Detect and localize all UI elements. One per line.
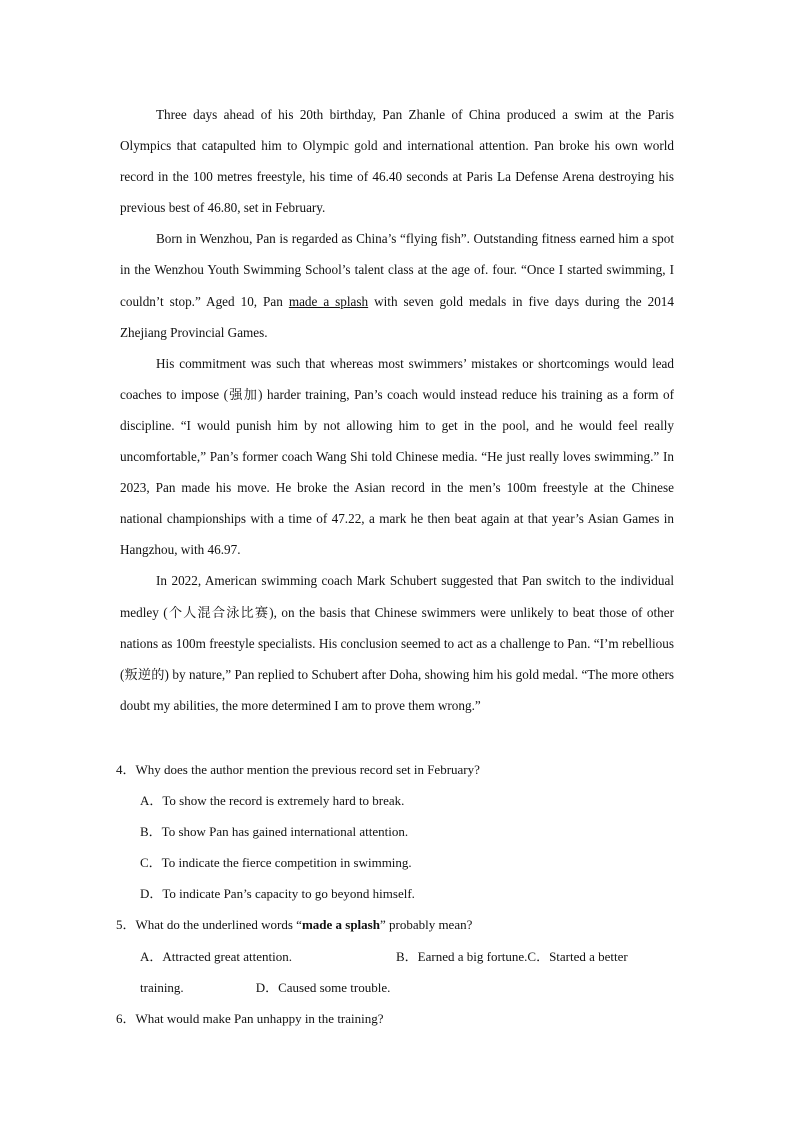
paragraph-1: Three days ahead of his 20th birthday, Pan Zhanle of China produced a swim at the Paris Olympics that catapulted him to Olympic gold and international attention. Pan broke his own world record in the 100 metres freestyle, his time of 46.40 seconds at Paris La Defense Arena destroying his previous best of 46.80, set in February.: [120, 107, 674, 216]
reading-passage: [120, 99, 674, 721]
question-4-option-c: C．To indicate the fierce competition in swimming.: [140, 855, 412, 871]
question-5-stem-a: 5．What do the underlined words “: [116, 917, 302, 933]
question-4-stem: 4．Why does the author mention the previous record set in February?: [116, 762, 480, 777]
question-5-option-b-c: B．Earned a big fortune.C．Started a better: [396, 948, 628, 964]
question-6-stem: 6．What would make Pan unhappy in the training?: [116, 1010, 384, 1026]
question-5-option-a: A．Attracted great attention.: [140, 948, 292, 964]
question-5-option-d: D．Caused some trouble.: [255, 979, 391, 995]
question-list: [116, 754, 676, 1034]
paragraph-2-text-b: with seven gold medals in five days during the 2014 Zhejiang Provincial Games.: [120, 293, 674, 340]
question-4-option-a: A．To show the record is extremely hard to break.: [140, 793, 405, 809]
paragraph-3: His commitment was such that whereas most swimmers’ mistakes or shortcomings would lead coaches to impose (强加) harder training, Pan’s coach would instead reduce his training as a form of discipline. “I would punish him by not allowing him to get in the pool, and he would feel really uncomfortable,” Pan’s former coach Wang Shi told Chinese media. “He just really loves swimming.” In 2023, Pan made his move. He broke the Asian record in the men’s 100m freestyle at the Chinese national championships with a time of 47.22, a mark he then beat again at that year’s Asian Games in Hangzhou, with 46.97.: [120, 355, 674, 558]
paragraph-2: [120, 223, 674, 347]
paragraph-2-text-a: Born in Wenzhou, Pan is regarded as China’s “flying fish”. Outstanding fitness earned him a spot in the Wenzhou Youth Swimming School’s talent class at the age of. four. “Once I started swimming, I couldn’t stop.” Aged 10, Pan: [120, 231, 674, 309]
question-5-options-row-2: [116, 972, 676, 1003]
paragraph-4: In 2022, American swimming coach Mark Schubert suggested that Pan switch to the individual medley (个人混合泳比赛), on the basis that Chinese swimmers were unlikely to beat those of other nations as 100m freestyle specialists. His conclusion seemed to act as a challenge to Pan. “I’m rebellious (叛逆的) by nature,” Pan replied to Schubert after Doha, showing him his gold medal. “The more others doubt my abilities, the more determined I am to prove them wrong.”: [120, 573, 674, 713]
question-5-option-c-cont: training.: [140, 979, 184, 995]
question-4-option-b: B．To show Pan has gained international attention.: [140, 824, 409, 840]
question-5-stem-b: ” probably mean?: [379, 917, 473, 933]
question-5-stem: [116, 909, 676, 940]
question-5-bold-phrase: made a splash: [301, 917, 380, 933]
question-4-option-d: D．To indicate Pan’s capacity to go beyond himself.: [140, 886, 415, 902]
question-5-options-row-1: [116, 941, 676, 972]
underlined-phrase: made a splash: [288, 293, 369, 309]
